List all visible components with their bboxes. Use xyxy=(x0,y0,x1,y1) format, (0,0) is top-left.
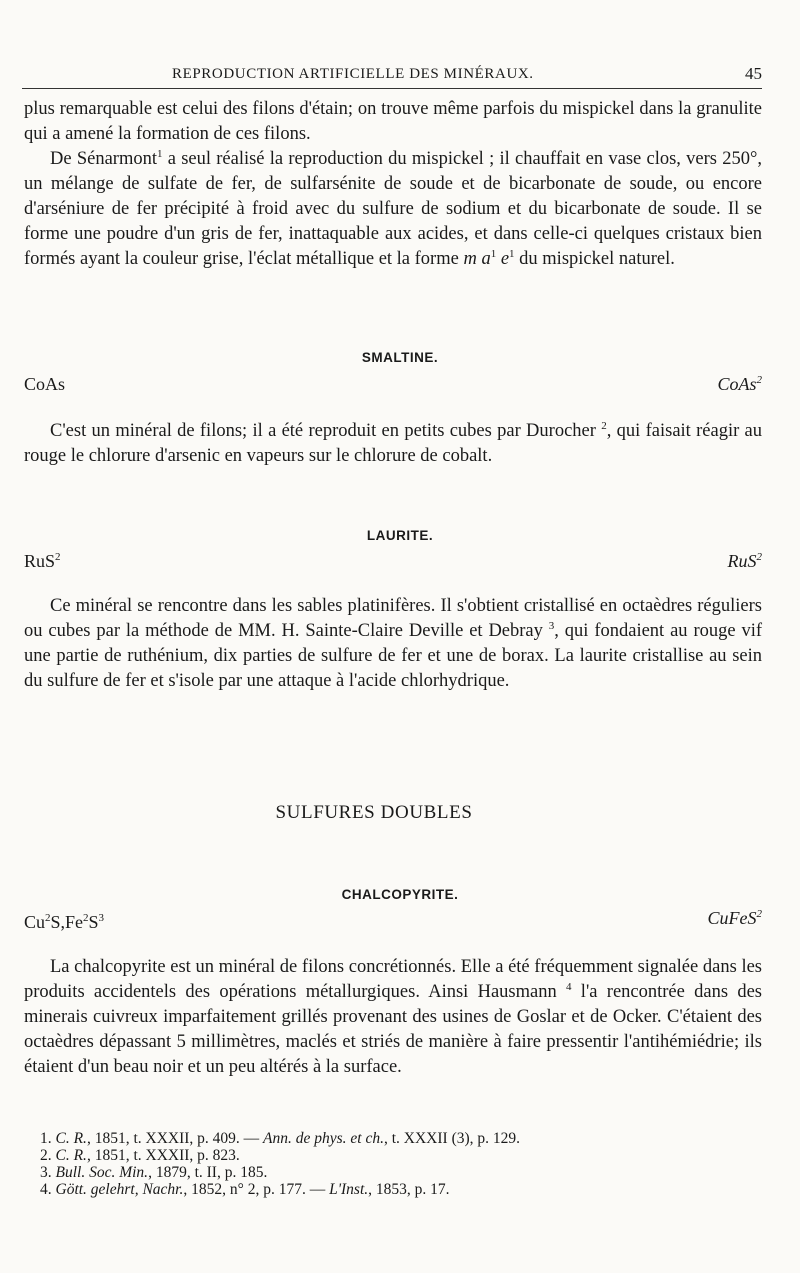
paragraph-text: Ce minéral se rencontre dans les sables platinifères. Il s'obtient cristallisé en octaèdres réguliers ou cubes par la méthode de MM. H. Sainte-Claire Deville et Debray xyxy=(24,596,762,641)
footnote-source: Bull. Soc. Min. xyxy=(55,1164,149,1181)
formula-exponent: 2 xyxy=(55,551,61,563)
paragraph-text: , qui fondaient au rouge vif une partie de ruthénium, dix parties de sulfure de fer et une de borax. La laurite cristallise au sein du sulfure de fer et s'isole par une attaque à l'acide chlorhydrique. xyxy=(24,621,763,691)
formula-text: CoAs xyxy=(717,374,757,394)
footnote-ref: 3 xyxy=(548,619,555,632)
crystal-form-symbol: m xyxy=(463,249,477,269)
crystal-form-symbol: e xyxy=(500,249,510,269)
paragraph-smaltine xyxy=(24,419,762,469)
section-title-smaltine: SMALTINE. xyxy=(361,350,439,365)
footnote-number: 3. xyxy=(40,1164,52,1181)
crystal-form-index: 1 xyxy=(509,247,515,260)
formula-exponent: 2 xyxy=(756,551,762,563)
section-title-chalcopyrite: CHALCOPYRITE. xyxy=(341,887,459,902)
footnote-source: C. R. xyxy=(55,1130,87,1147)
footnote-text: , 1851, t. XXXII, p. 409. — xyxy=(86,1130,264,1147)
footnote-source: Ann. de phys. et ch. xyxy=(263,1130,384,1147)
crystal-form-symbol: a xyxy=(481,249,491,269)
paragraph-text: l'a rencontrée dans des minerais cuivreux imparfaitement grillés provenant des usines de Goslar et de Ocker. C'étaient des octaèdres dépassant 5 millimètres, maclés et striés de manière à faire pressentir l'antihémiédrie; ils étaient d'un beau noir et un peu altérés à la surface. xyxy=(24,982,762,1077)
footnote-text: , 1853, p. 17. xyxy=(368,1181,450,1198)
footnote-text: , t. XXXII (3), p. 129. xyxy=(383,1130,521,1147)
footnote-source: C. R. xyxy=(55,1147,87,1164)
footnote xyxy=(40,1181,740,1198)
formula-exponent: 3 xyxy=(98,912,105,924)
formula-laurite-right xyxy=(728,551,763,572)
formula-chalcopyrite-right xyxy=(708,908,763,929)
footnote xyxy=(40,1164,740,1181)
footnote-number: 2. xyxy=(40,1147,52,1164)
formula-text: RuS xyxy=(727,551,757,571)
paragraph-laurite xyxy=(24,594,762,694)
formula-exponent: 2 xyxy=(756,374,762,386)
paragraph-text: , qui faisait réagir au rouge le chlorure d'arsenic en vapeurs sur le chlorure de cobalt. xyxy=(24,421,763,466)
footnote-source: Gött. gelehrt, Nachr. xyxy=(55,1181,184,1198)
footnote xyxy=(40,1130,740,1147)
paragraph-body: a seul réalisé la reproduction du mispickel ; il chauffait en vase clos, vers 250°, un mélange de sulfate de fer, de sulfarsénite de soude et de bicarbonate de soude, ou encore d'arséniure de fer précipité à froid avec du sulfure de sodium et du bicarbonate de soude. Il se forme une poudre d'un gris de fer, inattaquable aux acides, et dans celle-ci quelques cristaux bien formés ayant la couleur grise, l'éclat métallique et la forme xyxy=(24,149,762,269)
footnote-ref: 4 xyxy=(566,980,572,993)
formula-smaltine-right xyxy=(717,374,762,395)
formula-text: Cu xyxy=(24,912,46,932)
paragraph-intro xyxy=(24,97,762,147)
footnote-source: L'Inst. xyxy=(329,1181,369,1198)
footnote-text: , 1879, t. II, p. 185. xyxy=(148,1164,268,1181)
paragraph-tail: du mispickel naturel. xyxy=(514,249,675,269)
author-name: De Sénarmont xyxy=(50,149,157,169)
page-header xyxy=(22,64,762,89)
paragraph-chalcopyrite xyxy=(24,955,762,1080)
crystal-form-index: 1 xyxy=(490,247,497,260)
formula-exponent: 2 xyxy=(83,912,89,924)
footnotes xyxy=(40,1130,740,1198)
footnote-number: 1. xyxy=(40,1130,52,1147)
formula-chalcopyrite-left xyxy=(24,912,104,933)
footnote-text: , 1851, t. XXXII, p. 823. xyxy=(86,1147,240,1164)
section-title-laurite: LAURITE. xyxy=(366,528,434,543)
footnote-ref: 1 xyxy=(156,147,163,160)
formula-smaltine-left xyxy=(24,374,65,395)
formula-text: S xyxy=(88,912,99,932)
footnote-text: , 1852, n° 2, p. 177. — xyxy=(183,1181,330,1198)
formula-text: CoAs xyxy=(24,374,66,394)
section-title-sulfures-doubles: SULFURES DOUBLES xyxy=(275,802,473,823)
paragraph-text: La chalcopyrite est un minéral de filons concrétionnés. Elle a été fréquemment signalée dans les produits accidentels des opérations métallurgiques. Ainsi Hausmann xyxy=(24,957,762,1002)
formula-text: CuFeS xyxy=(707,908,757,928)
paragraph-intro-text: plus remarquable est celui des filons d'étain; on trouve même parfois du mispickel dans la granulite qui a amené la formation de ces filons. xyxy=(24,99,762,144)
paragraph-senarmont xyxy=(24,147,762,272)
page-number: 45 xyxy=(745,64,762,83)
footnote-ref: 2 xyxy=(601,419,607,432)
running-title: REPRODUCTION ARTIFICIELLE DES MINÉRAUX. xyxy=(172,66,534,82)
formula-text: S,Fe xyxy=(50,912,84,932)
formula-text: RuS xyxy=(24,551,56,571)
formula-exponent: 2 xyxy=(756,908,762,920)
formula-laurite-left xyxy=(24,551,61,572)
formula-exponent: 2 xyxy=(45,912,51,924)
footnote-number: 4. xyxy=(40,1181,52,1198)
paragraph-text: C'est un minéral de filons; il a été reproduit en petits cubes par Durocher xyxy=(50,421,596,441)
footnote xyxy=(40,1147,740,1164)
